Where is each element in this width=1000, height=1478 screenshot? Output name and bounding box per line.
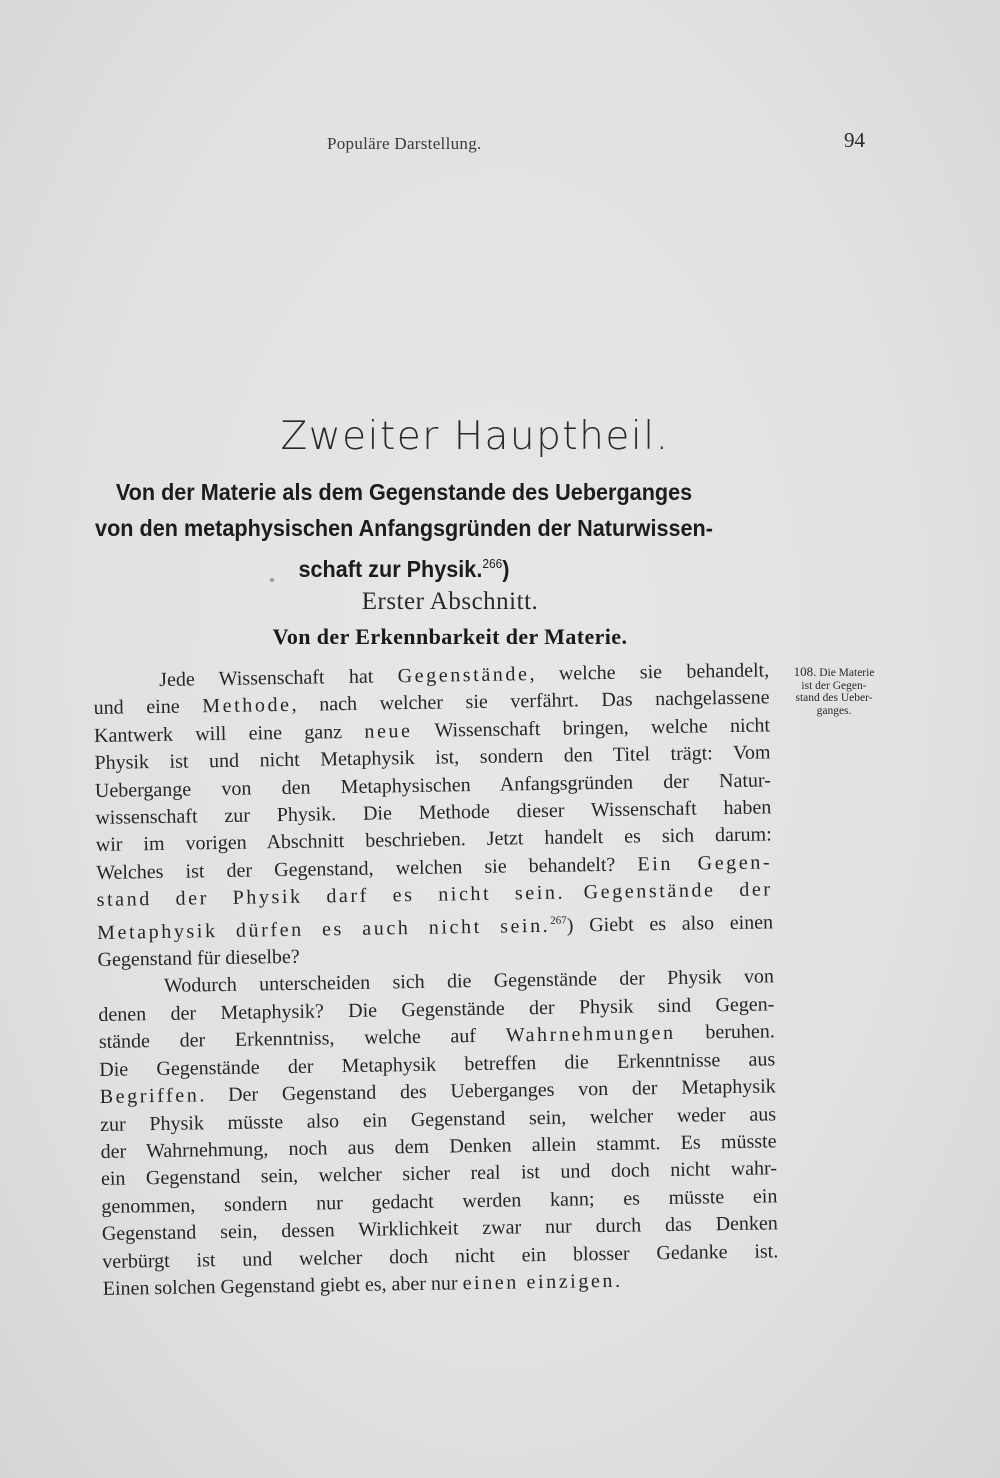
- margin-note-line: ganges.: [816, 704, 852, 717]
- footnote-ref: 266: [482, 556, 503, 571]
- text-line: zur Physik müsste also ein Gegenstand sein, welcher weder aus: [99, 1102, 777, 1136]
- margin-note-text: Die Materie: [819, 667, 875, 679]
- text-line: wir im vorigen Abschnitt beschrieben. Jetzt handelt es sich darum:: [95, 823, 772, 857]
- spaced-emphasis: Begriffen: [99, 1084, 200, 1109]
- text-line: Wodurch unterscheiden sich die Gegenstände der Physik von: [163, 965, 775, 998]
- spaced-emphasis: einen einzigen: [462, 1269, 616, 1295]
- body-text: [93, 657, 793, 1303]
- margin-note-line: [772, 666, 896, 680]
- text-line: wissenschaft zur Physik. Die Methode dieser Wissenschaft haben: [95, 796, 772, 830]
- subtitle-line: von den metaphysischen Anfangsgründen der Naturwissen-: [95, 515, 713, 541]
- margin-note-line: ist der Gegen-: [801, 679, 867, 692]
- text-line: der Wahrnehmung, noch aus dem Denken allein stammt. Es müsste: [100, 1130, 777, 1163]
- text-line: Jede Wissenschaft hat Gegenstände, welche sie behandelt,: [159, 659, 770, 691]
- chapter-title: Zweiter Hauptheil.: [280, 414, 670, 459]
- spaced-emphasis: Wahrnehmungen: [505, 1022, 676, 1047]
- text-line: und eine Methode, nach welcher sie verfährt. Das nachgelassene: [93, 686, 770, 720]
- text-line: Gegenstand für dieselbe?: [97, 945, 300, 972]
- text-line: denen der Metaphysik? Die Gegenstände der Physik sind Gegen-: [98, 993, 775, 1026]
- text-line: Metaphysik dürfen es auch nicht sein.$^{267}$) Giebt es also einen: [96, 911, 774, 944]
- text-line: stände der Erkenntniss, welche auf Wahrnehmungen beruhen.: [98, 1020, 775, 1054]
- text-line: Die Gegenstände der Metaphysik betreffen die Erkenntnisse aus: [99, 1048, 776, 1081]
- text-line: Einen solchen Gegenstand giebt es, aber nur einen einzigen.: [102, 1269, 621, 1300]
- text-line: Begriffen. Der Gegenstand des Ueberganges von der Metaphysik: [99, 1075, 776, 1109]
- text-line: genommen, sondern nur gedacht werden kann; es müsste ein: [101, 1185, 778, 1218]
- section-label: Erster Abschnitt.: [361, 588, 539, 615]
- text-line: verbürgt ist und welcher doch nicht ein blosser Gedanke ist.: [102, 1239, 779, 1273]
- page-number: 94: [844, 128, 865, 152]
- spaced-emphasis: stand der Physik darf es nicht sein: [96, 881, 558, 912]
- subtitle-line-text: schaft zur Physik.: [298, 556, 483, 582]
- spaced-emphasis: Metaphysik dürfen es auch nicht sein.: [96, 914, 551, 944]
- spaced-emphasis: Gegenstände: [397, 663, 530, 688]
- paper-blemish: [270, 578, 274, 582]
- text-line: Uebergange von den Metaphysischen Anfangsgründen der Natur-: [94, 768, 772, 802]
- running-head: Populäre Darstellung.: [327, 134, 482, 153]
- paragraph-number: 108.: [793, 664, 817, 679]
- text-line: ein Gegenstand sein, welcher sicher real ist und doch nicht wahr-: [100, 1157, 778, 1191]
- text-line: stand der Physik darf es nicht sein. Gegenstände der: [96, 878, 773, 912]
- text-line: Kantwerk will eine ganz neue Wissenschaft bringen, welche nicht: [93, 714, 771, 747]
- text-line: Welches ist der Gegenstand, welchen sie behandelt? Ein Gegen-: [96, 851, 773, 884]
- margin-note: [772, 666, 896, 717]
- subtitle-line: Von der Materie als dem Gegenstande des Ueberganges: [115, 479, 693, 505]
- spaced-emphasis: neue: [364, 719, 413, 743]
- spaced-emphasis: Gegenstände der: [583, 878, 773, 904]
- chapter-subtitle: [82, 474, 726, 587]
- spaced-emphasis: Ein Gegen-: [637, 851, 773, 876]
- subtitle-line: [82, 546, 726, 587]
- footnote-paren: ): [502, 556, 510, 582]
- spaced-emphasis: Methode: [202, 694, 292, 718]
- margin-note-line: stand des Ueber-: [795, 692, 873, 704]
- text-line: Physik ist und nicht Metaphysik ist, sondern den Titel trägt: Vom: [94, 741, 771, 775]
- text-line: Gegenstand sein, dessen Wirklichkeit zwar nur durch das Denken: [101, 1212, 778, 1246]
- section-title: Von der Erkennbarkeit der Materie.: [272, 624, 628, 649]
- footnote-ref: 267: [550, 914, 567, 927]
